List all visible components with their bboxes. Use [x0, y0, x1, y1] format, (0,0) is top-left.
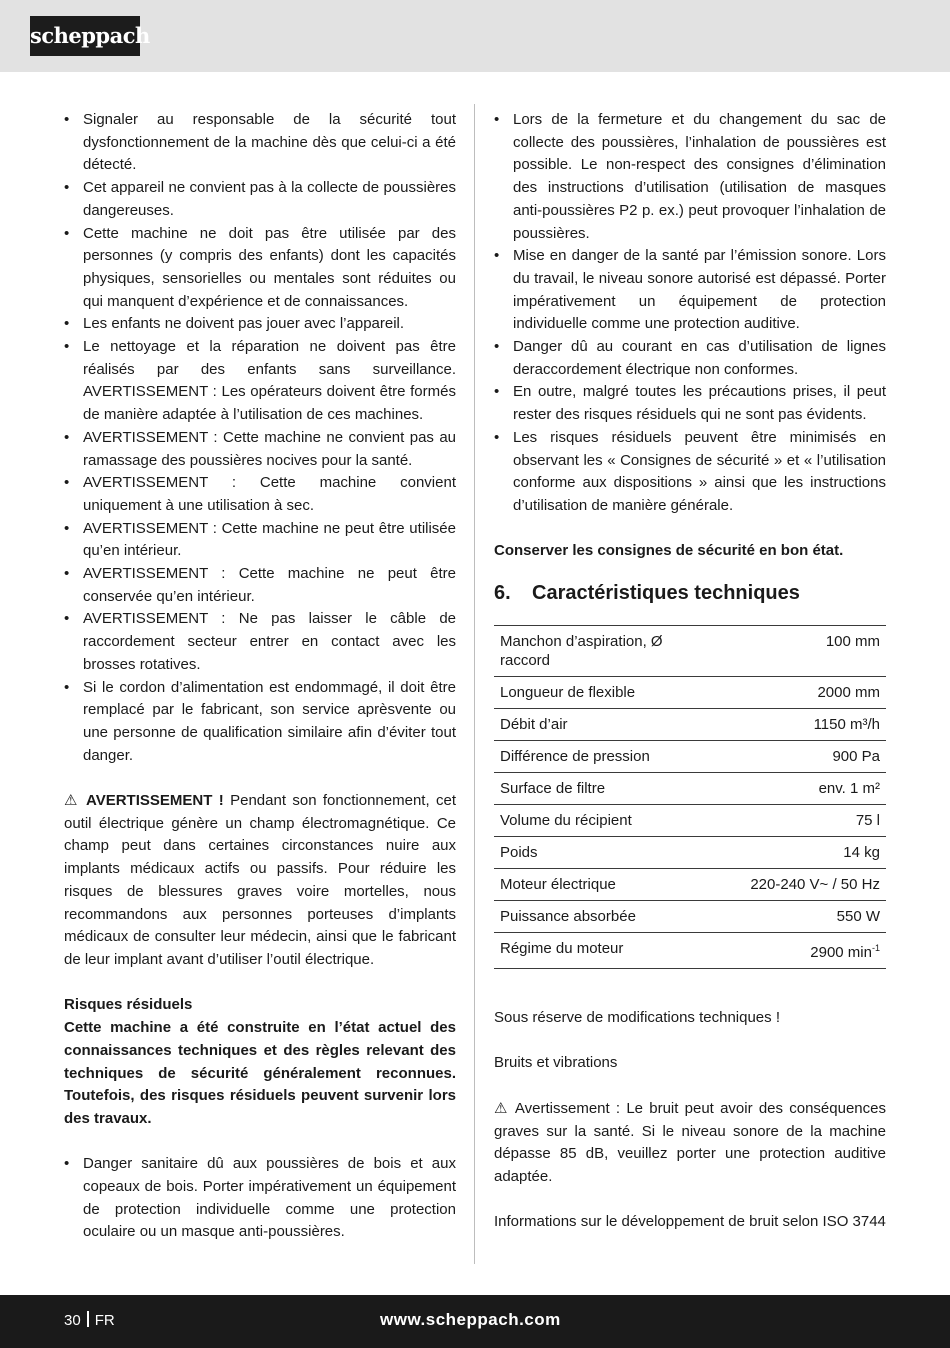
tech-reserve-note: Sous réserve de modifications techniques ! [494, 1009, 780, 1027]
list-item: • AVERTISSEMENT : Cette machine ne peut être utilisée qu’en intérieur. [64, 518, 456, 563]
spec-value: 75 l [694, 805, 886, 837]
spec-label: Longueur de flexible [494, 677, 694, 709]
spec-label: Puissance absorbée [494, 901, 694, 933]
spec-label: Poids [494, 837, 694, 869]
table-row [494, 677, 886, 709]
noise-warning [494, 1098, 886, 1189]
residual-risks-list-continued [494, 109, 886, 518]
spec-label: Volume du récipient [494, 805, 694, 837]
language-code: FR [94, 1312, 115, 1329]
spec-label: Régime du moteur [494, 933, 694, 969]
residual-risks-list [64, 1153, 456, 1244]
table-row [494, 741, 886, 773]
column-divider [474, 104, 475, 1264]
spec-value [694, 933, 886, 969]
spec-label: Débit d’air [494, 709, 694, 741]
section-heading [494, 579, 886, 607]
brand-logo: scheppach [30, 16, 140, 56]
spec-label: Moteur électrique [494, 869, 694, 901]
list-item: • Danger dû au courant en cas d’utilisation de lignes deraccordement électrique non conformes. [494, 336, 886, 381]
header-bar [0, 0, 950, 72]
warning-triangle-icon: ⚠ [494, 1099, 510, 1117]
left-column [64, 109, 456, 1244]
list-item: • AVERTISSEMENT : Cette machine ne peut être conservée qu’en intérieur. [64, 563, 456, 608]
residual-risks-intro: Cette machine a été construite en l’état actuel des connaissances techniques et des règles relevant des techniques de sécurité généralement reconnues. Toutefois, des risques résiduels peuvent survenir lors des travaux. [64, 1019, 456, 1127]
spec-label: Manchon d’aspiration, Ø raccord [494, 626, 694, 677]
list-item: • Lors de la fermeture et du changement du sac de collecte des poussières, l’inhalation de poussières est possible. Le non-respect des consignes d’élimination des instructions d’utilisation (utilisation de masques anti-poussières P2 p. ex.) peut provoquer l’inhalation de poussières. [494, 109, 886, 245]
spec-value: 14 kg [694, 837, 886, 869]
table-row [494, 901, 886, 933]
spec-value: 2000 mm [694, 677, 886, 709]
spec-value-number: 2900 min [810, 944, 872, 962]
spec-value-exponent: -1 [871, 943, 880, 954]
table-row [494, 837, 886, 869]
keep-instructions-notice: Conserver les consignes de sécurité en bon état. [494, 542, 844, 560]
list-item: • Signaler au responsable de la sécurité tout dysfonctionnement de la machine dès que celui-ci a été détecté. [64, 109, 456, 177]
table-row [494, 773, 886, 805]
list-item: • Cette machine ne doit pas être utilisée par des personnes (y compris des enfants) dont les capacités physiques, sensorielles ou mentales sont réduites ou qui manquent d’expérience et de connaissances. [64, 223, 456, 314]
table-row [494, 626, 886, 677]
spec-value: env. 1 m² [694, 773, 886, 805]
table-row [494, 805, 886, 837]
spec-value: 100 mm [694, 626, 886, 677]
spec-value: 220-240 V~ / 50 Hz [694, 869, 886, 901]
spec-value: 900 Pa [694, 741, 886, 773]
list-item: • AVERTISSEMENT : Ne pas laisser le câble de raccordement secteur entrer en contact avec les brosses rotatives. [64, 608, 456, 676]
list-item: • AVERTISSEMENT : Cette machine convient uniquement à une utilisation à sec. [64, 472, 456, 517]
emf-warning [64, 790, 456, 972]
list-item: • En outre, malgré toutes les précautions prises, il peut rester des risques résiduels qui ne sont pas évidents. [494, 381, 886, 426]
table-row [494, 709, 886, 741]
spec-value: 550 W [694, 901, 886, 933]
safety-list [64, 109, 456, 767]
list-item: • Si le cordon d’alimentation est endommagé, il doit être remplacé par le fabricant, son service aprèsvente ou une personne de qualification similaire afin d’éviter tout danger. [64, 677, 456, 768]
residual-risks-title: Risques résiduels [64, 996, 193, 1014]
noise-heading: Bruits et vibrations [494, 1054, 618, 1072]
list-item: • Les enfants ne doivent pas jouer avec l’appareil. [64, 313, 456, 336]
section-number: 6. [494, 582, 511, 605]
spec-value: 1150 m³/h [694, 709, 886, 741]
list-item: • Cet appareil ne convient pas à la collecte de poussières dangereuses. [64, 177, 456, 222]
right-column [494, 109, 886, 1234]
website-url: www.scheppach.com [380, 1310, 561, 1329]
table-row [494, 933, 886, 969]
footer-separator [87, 1311, 89, 1327]
footer-bar [0, 1295, 950, 1348]
list-item: • Le nettoyage et la réparation ne doivent pas être réalisés par des enfants sans surveillance. AVERTISSEMENT : Les opérateurs doivent être formés de manière adaptée à l’utilisation de ces machines. [64, 336, 456, 427]
list-item: • Mise en danger de la santé par l’émission sonore. Lors du travail, le niveau sonore autorisé est dépassé. Porter impérativement un équipement de protection individuelle comme une protection auditive. [494, 245, 886, 336]
noise-warning-text: Avertissement : Le bruit peut avoir des conséquences graves sur la santé. Si le niveau sonore de la machine dépasse 85 dB, veuillez porter une protection auditive adaptée. [494, 1099, 886, 1185]
warning-label: AVERTISSEMENT ! [86, 792, 224, 810]
page-number-value: 30 [64, 1312, 81, 1329]
warning-text: Pendant son fonctionnement, cet outil électrique génère un champ électromagnétique. Ce champ peut dans certaines circonstances nuire aux implants médicaux actifs ou passifs. Pour réduire les risques de blessures graves voire mortelles, nous recommandons aux personnes porteuses d’implants médicaux de consulter leur médecin, ainsi que le fabricant de leur implant avant d’utiliser l’outil électrique. [64, 792, 456, 968]
spec-label: Surface de filtre [494, 773, 694, 805]
noise-info: Informations sur le développement de bruit selon ISO 3744 [494, 1213, 886, 1231]
list-item: • Danger sanitaire dû aux poussières de bois et aux copeaux de bois. Porter impérativement un équipement de protection individuelle comme une protection oculaire ou un masque anti-poussières. [64, 1153, 456, 1244]
list-item: • Les risques résiduels peuvent être minimisés en observant les « Consignes de sécurité » et « l’utilisation conforme aux dispositions » ainsi que les instructions d’utilisation de manière générale. [494, 427, 886, 518]
section-title: Caractéristiques techniques [532, 582, 800, 605]
page-number [64, 1310, 115, 1332]
list-item: • AVERTISSEMENT : Cette machine ne convient pas au ramassage des poussières nocives pour la santé. [64, 427, 456, 472]
table-row [494, 869, 886, 901]
spec-label: Différence de pression [494, 741, 694, 773]
specs-table [494, 625, 886, 969]
warning-triangle-icon: ⚠ [64, 792, 80, 810]
